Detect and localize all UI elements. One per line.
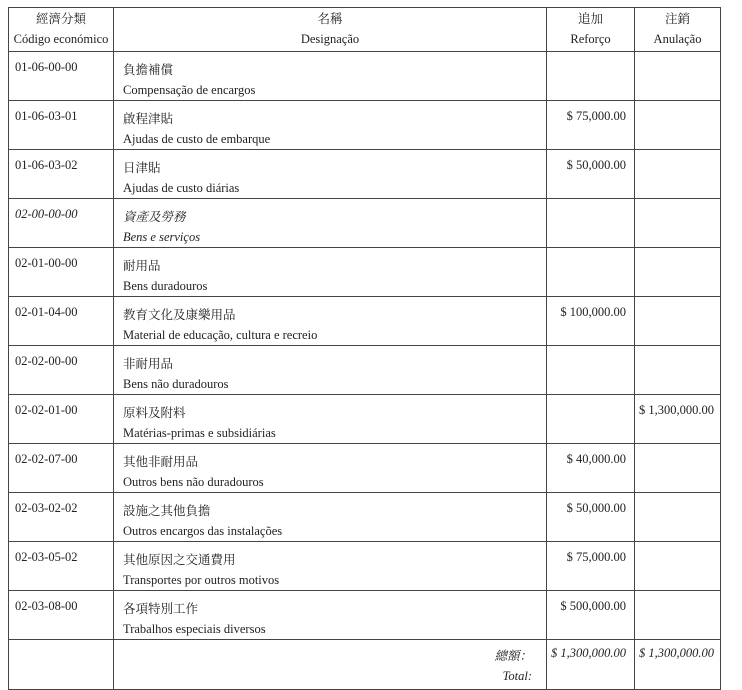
- table-row: [9, 150, 721, 199]
- header-reforco: [547, 8, 635, 52]
- header-row: [9, 8, 721, 52]
- row-designation: [114, 52, 547, 101]
- table-row: [9, 493, 721, 542]
- header-reforco-zh: 追加: [577, 12, 603, 26]
- table-row: [9, 297, 721, 346]
- row-reforco: $ 500,000.00: [547, 591, 635, 640]
- row-designation-pt: Matérias-primas e subsidiárias: [123, 426, 276, 440]
- row-designation: [114, 591, 547, 640]
- row-code: 02-01-00-00: [9, 248, 114, 297]
- row-designation-zh: 各項特別工作: [123, 602, 199, 616]
- budget-table: [8, 7, 721, 690]
- row-reforco: $ 100,000.00: [547, 297, 635, 346]
- header-code-zh: 經濟分類: [35, 12, 86, 26]
- header-designation-pt: Designação: [300, 32, 360, 46]
- row-reforco: $ 40,000.00: [547, 444, 635, 493]
- header-anulacao-zh: 注銷: [664, 12, 690, 26]
- total-label: [114, 640, 547, 690]
- row-anulacao: [635, 248, 721, 297]
- row-anulacao: [635, 346, 721, 395]
- header-designation-zh: 名稱: [317, 12, 343, 26]
- row-designation: [114, 297, 547, 346]
- row-anulacao: [635, 101, 721, 150]
- total-row: [9, 640, 721, 690]
- row-designation-pt: Bens duradouros: [123, 279, 208, 293]
- row-code: 02-03-05-02: [9, 542, 114, 591]
- row-designation: [114, 248, 547, 297]
- row-designation: [114, 493, 547, 542]
- row-designation-zh: 資產及勞務: [123, 210, 186, 224]
- header-designation: [114, 8, 547, 52]
- row-designation-zh: 耐用品: [123, 259, 161, 273]
- row-designation-pt: Outros bens não duradouros: [123, 475, 264, 489]
- row-code: 01-06-03-02: [9, 150, 114, 199]
- row-code: 01-06-00-00: [9, 52, 114, 101]
- row-anulacao: [635, 591, 721, 640]
- row-anulacao: [635, 297, 721, 346]
- row-reforco: [547, 346, 635, 395]
- row-reforco: $ 75,000.00: [547, 542, 635, 591]
- row-anulacao: [635, 199, 721, 248]
- row-reforco: $ 50,000.00: [547, 493, 635, 542]
- row-designation: [114, 395, 547, 444]
- row-designation-zh: 原料及附料: [123, 406, 186, 420]
- row-designation: [114, 542, 547, 591]
- table-row: [9, 248, 721, 297]
- row-code: 02-00-00-00: [9, 199, 114, 248]
- row-code: 02-03-08-00: [9, 591, 114, 640]
- row-designation-zh: 設施之其他負擔: [123, 504, 211, 518]
- row-designation: [114, 346, 547, 395]
- total-label-pt: Total:: [502, 669, 532, 683]
- table-row: [9, 542, 721, 591]
- row-anulacao: [635, 444, 721, 493]
- row-designation: [114, 199, 547, 248]
- table-row: [9, 101, 721, 150]
- row-designation-zh: 其他原因之交通費用: [123, 553, 236, 567]
- row-code: 02-03-02-02: [9, 493, 114, 542]
- row-designation-zh: 非耐用品: [123, 357, 174, 371]
- row-anulacao: [635, 150, 721, 199]
- row-designation-zh: 日津貼: [123, 161, 161, 175]
- row-reforco: [547, 248, 635, 297]
- row-anulacao: [635, 542, 721, 591]
- row-designation-zh: 教育文化及康樂用品: [123, 308, 236, 322]
- total-reforco: $ 1,300,000.00: [547, 640, 635, 690]
- row-designation: [114, 150, 547, 199]
- row-designation-zh: 其他非耐用品: [123, 455, 199, 469]
- header-reforco-pt: Reforço: [570, 32, 611, 46]
- table-row: [9, 444, 721, 493]
- row-reforco: [547, 199, 635, 248]
- row-reforco: [547, 395, 635, 444]
- row-code: 02-02-00-00: [9, 346, 114, 395]
- total-label-zh: 總額：: [494, 649, 532, 663]
- row-designation-pt: Ajudas de custo diárias: [123, 181, 240, 195]
- header-code: [9, 8, 114, 52]
- row-code: 02-02-01-00: [9, 395, 114, 444]
- row-designation-pt: Transportes por outros motivos: [123, 573, 280, 587]
- total-code-empty: [9, 640, 114, 690]
- row-designation-pt: Compensação de encargos: [123, 83, 256, 97]
- row-designation: [114, 101, 547, 150]
- row-code: 02-02-07-00: [9, 444, 114, 493]
- table-row: [9, 52, 721, 101]
- row-designation-zh: 啟程津貼: [123, 112, 174, 126]
- row-designation-zh: 負擔補償: [123, 63, 174, 77]
- table-row: [9, 395, 721, 444]
- row-anulacao: [635, 493, 721, 542]
- row-code: 02-01-04-00: [9, 297, 114, 346]
- row-reforco: [547, 52, 635, 101]
- row-designation-pt: Trabalhos especiais diversos: [123, 622, 266, 636]
- table-row: [9, 591, 721, 640]
- header-anulacao: [635, 8, 721, 52]
- row-anulacao: [635, 52, 721, 101]
- row-designation-pt: Bens e serviços: [123, 230, 201, 244]
- row-designation-pt: Outros encargos das instalações: [123, 524, 283, 538]
- row-designation: [114, 444, 547, 493]
- header-anulacao-pt: Anulação: [653, 32, 702, 46]
- row-designation-pt: Bens não duradouros: [123, 377, 229, 391]
- row-designation-pt: Ajudas de custo de embarque: [123, 132, 271, 146]
- row-designation-pt: Material de educação, cultura e recreio: [123, 328, 318, 342]
- total-anulacao: $ 1,300,000.00: [635, 640, 721, 690]
- row-reforco: $ 50,000.00: [547, 150, 635, 199]
- row-reforco: $ 75,000.00: [547, 101, 635, 150]
- header-code-pt: Código económico: [13, 32, 109, 46]
- row-anulacao: $ 1,300,000.00: [635, 395, 721, 444]
- row-code: 01-06-03-01: [9, 101, 114, 150]
- table-row: [9, 199, 721, 248]
- table-row: [9, 346, 721, 395]
